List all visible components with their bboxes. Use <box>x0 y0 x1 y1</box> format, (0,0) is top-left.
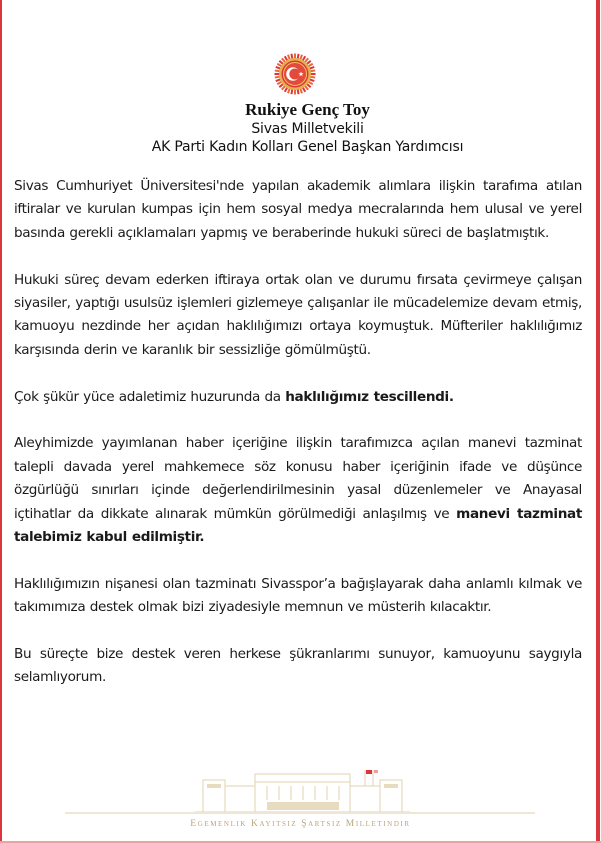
author-title-1: Sivas Milletvekili <box>251 121 364 137</box>
paragraph <box>14 269 582 363</box>
paragraph <box>14 643 582 690</box>
paragraph-text: Hukuki süreç devam ederken iftiraya ortak olan ve durumu fırsata çevirmeye çalışan siyasiler, yaptığı usulsüz işlemleri gizlemeye çalışanlar ile mücadelemize devam etmiş, kamuoyu nezdinde her açıdan haklılığımızı ortaya koymuştuk. Müfteriler haklılığımız karşısında derin ve karanlık bir sessizliğe gömülmüştü. <box>14 271 582 358</box>
paragraph-text: Bu süreçte bize destek veren herkese şükranlarımı sunuyor, kamuoyunu saygıyla selamlıyorum. <box>14 646 582 686</box>
paragraph <box>14 432 582 549</box>
tbmm-emblem-icon <box>274 53 316 95</box>
letter-body <box>14 175 582 713</box>
parliament-building-icon <box>195 768 410 813</box>
author-name: Rukiye Genç Toy <box>245 100 370 119</box>
footer-motto: Egemenlik Kayıtsız Şartsız Milletindir <box>190 819 411 829</box>
paragraph-bold-text: haklılığımız tescillendi. <box>285 388 454 405</box>
paragraph <box>14 175 582 245</box>
paragraph-bold-text: manevi tazminat talebimiz kabul edilmiştir. <box>14 505 583 546</box>
footer-divider <box>65 812 535 814</box>
paragraph <box>14 573 582 620</box>
paragraph-text: Sivas Cumhuriyet Üniversitesi'nde yapılan akademik alımlara ilişkin tarafıma atılan iftiralar ve kurulan kumpas için hem sosyal medya mecralarında hem ulusal ve yerel basında gerekli açıklamaları yapmış ve beraberinde hukuki süreci de başlatmıştık. <box>14 178 582 241</box>
paragraph-text: Aleyhimizde yayımlanan haber içeriğine ilişkin tarafımızca açılan manevi tazminat talepli davada yerel mahkemece söz konusu haber içeriğinin ifade ve düşünce özgürlüğü sınırları içinde değerlendirilmesinin yasal düzenlemeler ve Anayasal içtihatlar da dikkate alınarak mümkün görülmediği anlaşılmış ve <box>14 435 582 522</box>
paragraph-text: Haklılığımızın nişanesi olan tazminatı Sivasspor’a bağışlayarak daha anlamlı kılmak ve takımımıza destek olmak bizi ziyadesiyle memnun ve müsterih kılacaktır. <box>14 575 582 616</box>
paragraph <box>14 386 582 409</box>
paragraph-text: Çok şükür yüce adaletimiz huzurunda da <box>14 388 286 405</box>
letter-header <box>0 100 601 156</box>
author-title-2: AK Parti Kadın Kolları Genel Başkan Yardımcısı <box>151 139 464 155</box>
